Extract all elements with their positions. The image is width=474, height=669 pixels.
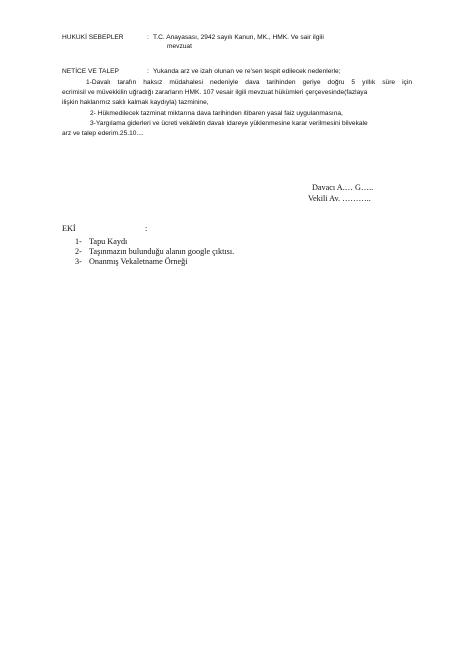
eki-item-number: 2-: [75, 247, 82, 256]
eki-item-text: Tapu Kaydı: [89, 237, 128, 246]
eki-list-item: [75, 237, 234, 247]
eki-colon: :: [145, 224, 148, 233]
eki-list-item: [75, 257, 234, 267]
eki-list-item: [75, 247, 234, 257]
hukuki-sebepler-line1: T.C. Anayasası, 2942 sayılı Kanun, MK., HMK. Ve sair ilgili: [153, 34, 324, 41]
eki-list: [75, 237, 234, 267]
netice-p1-line1: 1-Davalı tarafın haksız müdahalesi nedeniyle dava tarihinden geriye doğru 5 yıllık süre için: [86, 79, 412, 86]
netice-intro: Yukanda arz ve izah olunan ve re’sen tespit edilecek nedenlerle;: [153, 68, 341, 75]
netice-p1-line2: ecrimisil ve müvekkilin uğradığı zararların HMK. 107 vesair ilgili mevzuat hükümleri çerçevesinde(fazlaya: [62, 89, 368, 96]
eki-item-text: Taşınmazın bulunduğu alanın google çıktısı.: [89, 247, 235, 256]
netice-p1-line3: ilişkin haklarımız saklı kalmak kaydıyla) tazminine,: [62, 99, 209, 106]
eki-item-text: Onanmış Vekaletname Örneği: [89, 257, 188, 266]
signature-vekili: Vekili Av. ………..: [308, 194, 371, 203]
netice-p3-line2: arz ve talep ederim.25.10....: [62, 130, 144, 137]
netice-ve-talep-colon: :: [147, 68, 149, 75]
netice-p2: 2- Hükmedilecek tazminat miktarına dava tarihinden itibaren yasal faiz uygulanmasına,: [90, 110, 343, 117]
eki-item-number: 1-: [75, 237, 82, 246]
netice-ve-talep-label: NETİCE VE TALEP: [62, 68, 119, 75]
hukuki-sebepler-label: HUKUKİ SEBEPLER: [62, 34, 124, 41]
signature-davaci: Davacı A.… G…..: [312, 183, 374, 192]
hukuki-sebepler-line2: mevzuat: [167, 43, 192, 50]
eki-item-number: 3-: [75, 257, 82, 266]
eki-label: EKİ: [62, 224, 76, 233]
hukuki-sebepler-colon: :: [147, 34, 149, 41]
netice-p3-line1: 3-Yargılama giderleri ve ücreti vekâletin davalı idareye yüklenmesine karar verilmesini bilvekale: [90, 120, 368, 127]
